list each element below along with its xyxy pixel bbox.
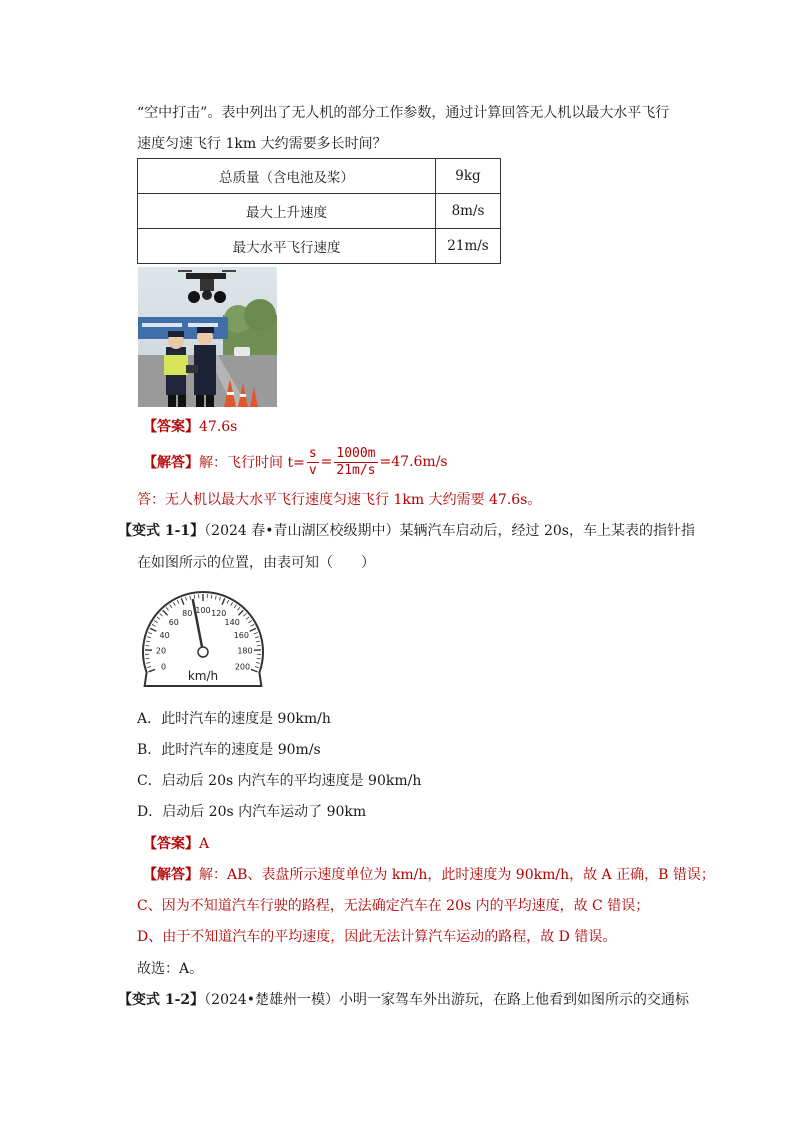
gauge-unit-label: km/h (187, 669, 219, 683)
gauge-tick (246, 617, 249, 619)
param-label: 总质量（含电池及桨） (138, 159, 436, 194)
answer-value: 47.6s (199, 419, 238, 435)
gauge-tick (185, 597, 186, 601)
option-b: B．此时汽车的速度是 90m/s (137, 742, 321, 758)
gauge-tick (237, 607, 240, 610)
gauge-tick (254, 633, 258, 634)
gauge-tick (231, 602, 233, 605)
gauge-tick (150, 628, 156, 631)
equals-sign: = (320, 454, 333, 470)
conclusion-q1: 答：无人机以最大水平飞行速度匀速飞行 1km 大约需要 47.6s。 (137, 492, 542, 508)
gauge-tick (147, 637, 151, 638)
variant-1-1-stem-line1 (118, 520, 695, 540)
gauge-tick (166, 607, 169, 610)
gauge-tick (147, 667, 151, 668)
gauge-tick (146, 662, 150, 663)
gauge-tick-label: 200 (234, 662, 251, 672)
solution-text: 解：飞行时间 t= (199, 455, 305, 471)
drone-params-table (137, 158, 501, 264)
gauge-tick (152, 624, 156, 626)
gauge-tick (251, 669, 258, 671)
stem-text: （2024 春•青山湖区校级期中）某辆汽车启动后，经过 20s，车上某表的指针指 (204, 523, 695, 539)
variant-tag: 【变式 1-2】 (118, 992, 205, 1008)
gauge-tick (148, 669, 155, 671)
table-row (138, 229, 501, 264)
gauge-tick (219, 597, 220, 601)
variant-tag: 【变式 1-1】 (118, 523, 205, 539)
answer-line-q1 (143, 416, 237, 436)
fraction-numerator: 1000m (336, 445, 376, 461)
answer-tag: 【答案】 (143, 836, 199, 852)
drone-police-photo (138, 267, 277, 407)
gauge-tick (211, 595, 212, 599)
gauge-tick-label: 0 (160, 662, 167, 672)
gauge-tick-label: 60 (168, 617, 179, 627)
solution-line-q1 (143, 444, 448, 480)
gauge-tick-label: 40 (159, 630, 170, 640)
gauge-tick (181, 598, 184, 604)
table-row (138, 194, 501, 229)
gauge-hub (198, 647, 208, 657)
gauge-tick-label: 80 (182, 609, 193, 619)
problem-intro-line2: 速度匀速飞行 1km 大约需要多长时间？ (137, 136, 387, 152)
gauge-tick (163, 610, 168, 615)
solution-line3-q2: D、由于不知道汽车的平均速度，因此无法计算汽车运动的路程，故 D 错误。 (137, 929, 617, 945)
answer-value: A (199, 836, 210, 852)
fraction-values (334, 446, 377, 479)
gauge-tick-label: 140 (224, 617, 240, 627)
final-choice-q2: 故选：A。 (137, 961, 204, 977)
gauge-tick (234, 605, 236, 608)
gauge-tick (148, 633, 152, 634)
answer-tag: 【答案】 (143, 419, 199, 435)
gauge-tick (160, 613, 163, 616)
gauge-tick (146, 641, 150, 642)
gauge-tick (255, 667, 259, 668)
solution-tag: 【解答】 (143, 455, 199, 471)
gauge-tick-label: 20 (155, 646, 167, 656)
gauge-tick (227, 600, 229, 604)
fraction-numerator: s (308, 445, 317, 461)
param-label: 最大上升速度 (138, 194, 436, 229)
solution-text: 解：AB、表盘所示速度单位为 km/h，此时速度为 90km/h，故 A 正确，B 错误； (199, 867, 715, 883)
solution-line1-q2 (143, 864, 715, 884)
gauge-tick (157, 617, 160, 619)
fraction-s-over-v (307, 446, 319, 479)
gauge-tick (154, 621, 157, 623)
gauge-tick (251, 624, 255, 626)
solution-line2-q2: C、因为不知道汽车行驶的路程，无法确定汽车在 20s 内的平均速度，故 C 错误； (137, 898, 650, 914)
gauge-tick (243, 613, 246, 616)
gauge-tick (170, 605, 172, 608)
fraction-denominator: v (308, 462, 317, 478)
speedometer-gauge (140, 582, 268, 690)
problem-intro-line1: “空中打击”。表中列出了无人机的部分工作参数，通过计算回答无人机以最大水平飞行 (137, 105, 670, 121)
gauge-tick (190, 596, 191, 600)
gauge-tick (256, 641, 260, 642)
gauge-tick-label: 160 (233, 630, 250, 640)
variant-1-1-stem-line2: 在如图所示的位置，由表可知（ ） (137, 555, 375, 571)
solution-tag: 【解答】 (143, 867, 199, 883)
variant-1-2-stem-line1 (118, 989, 689, 1009)
gauge-tick-label: 100 (195, 606, 211, 615)
gauge-tick (194, 595, 195, 599)
gauge-tick-label: 180 (237, 646, 253, 656)
param-label: 最大水平飞行速度 (138, 229, 436, 264)
param-value: 8m/s (436, 194, 501, 229)
gauge-tick (238, 610, 243, 615)
table-row (138, 159, 501, 194)
gauge-labels (156, 606, 253, 671)
stem-text: （2024•楚雄州一模）小明一家驾车外出游玩，在路上他看到如图所示的交通标 (204, 992, 690, 1008)
option-c: C．启动后 20s 内汽车的平均速度是 90km/h (137, 773, 422, 789)
option-d: D．启动后 20s 内汽车运动了 90km (137, 804, 367, 820)
gauge-tick (222, 598, 225, 604)
answer-line-q2 (143, 833, 209, 853)
param-value: 9kg (436, 159, 501, 194)
gauge-tick (256, 662, 260, 663)
gauge-tick (250, 628, 256, 631)
gauge-tick (173, 602, 175, 605)
fraction-denominator: 21m/s (336, 462, 376, 478)
option-a: A．此时汽车的速度是 90km/h (137, 711, 331, 727)
param-value: 21m/s (436, 229, 501, 264)
gauge-tick (255, 637, 259, 638)
gauge-tick-label: 120 (211, 609, 227, 619)
gauge-tick (177, 600, 179, 604)
gauge-tick (215, 596, 216, 600)
gauge-tick (248, 621, 251, 623)
result-text: =47.6m/s (379, 454, 448, 470)
